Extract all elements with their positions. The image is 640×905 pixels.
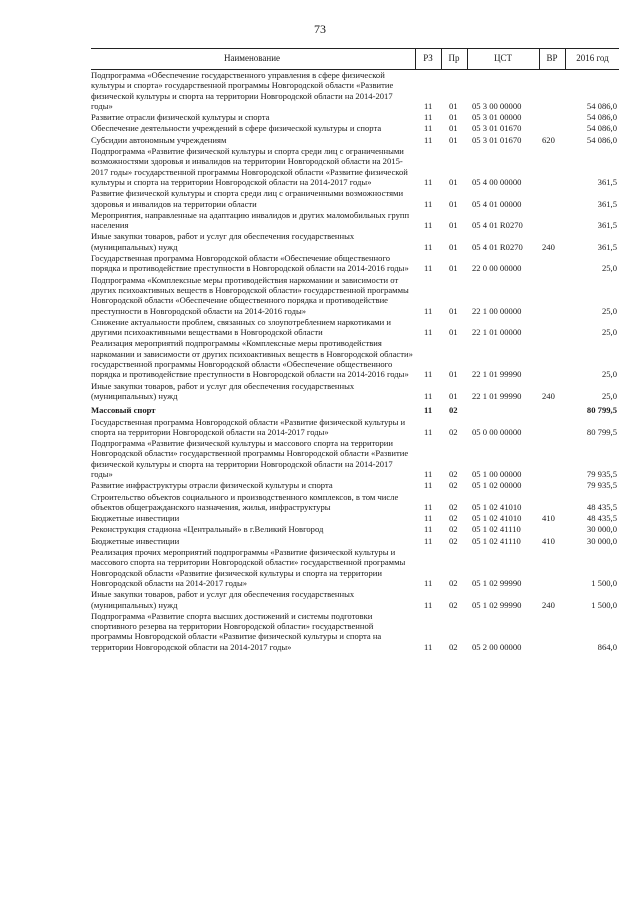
row-name: Государственная программа Новгородской области «Обеспечение общественного порядка и противодействие преступности в Новгородской области на 2014-2016 годы» bbox=[91, 253, 409, 274]
header-pr: Пр bbox=[448, 53, 460, 63]
row-rz: 11 bbox=[424, 468, 433, 479]
row-rz: 11 bbox=[424, 112, 433, 123]
row-amount: 48 435,5 bbox=[586, 513, 617, 524]
row-amount: 79 935,5 bbox=[586, 468, 617, 479]
row-amount: 361,5 bbox=[597, 176, 617, 187]
row-cst: 05 4 01 R0270 bbox=[472, 241, 523, 252]
table-row bbox=[91, 492, 619, 513]
row-rz: 11 bbox=[424, 220, 433, 231]
row-name: Обеспечение деятельности учреждений в сфере физической культуры и спорта bbox=[91, 123, 382, 134]
row-name: Снижение актуальности проблем, связанных со злоупотреблением наркотиками и другими психоактивными веществами в Новгородской области bbox=[91, 316, 391, 338]
row-cst: 05 1 02 99990 bbox=[472, 599, 522, 610]
row-rz: 11 bbox=[424, 426, 433, 437]
row-pr: 01 bbox=[449, 176, 458, 187]
row-rz: 11 bbox=[424, 100, 433, 111]
row-cst: 05 2 00 00000 bbox=[472, 641, 522, 652]
table-row bbox=[91, 547, 619, 588]
row-amount: 48 435,5 bbox=[586, 501, 617, 512]
row-pr: 01 bbox=[449, 369, 458, 380]
row-rz: 11 bbox=[424, 123, 433, 134]
row-pr: 01 bbox=[449, 241, 458, 252]
row-rz: 11 bbox=[424, 134, 433, 145]
table-row bbox=[91, 417, 619, 438]
row-amount: 54 086,0 bbox=[586, 123, 617, 134]
row-amount: 25,0 bbox=[601, 305, 617, 316]
row-cst: 05 0 00 00000 bbox=[472, 426, 522, 437]
table-row bbox=[91, 438, 619, 479]
row-amount: 80 799,5 bbox=[586, 426, 617, 437]
table-row bbox=[91, 210, 619, 231]
row-rz: 11 bbox=[424, 263, 433, 274]
table-row bbox=[91, 513, 619, 523]
row-vr: 620 bbox=[542, 134, 555, 145]
row-cst: 05 3 01 01670 bbox=[472, 134, 522, 145]
row-rz: 11 bbox=[424, 241, 433, 252]
row-pr: 02 bbox=[449, 524, 458, 535]
row-pr: 01 bbox=[449, 123, 458, 134]
row-amount: 25,0 bbox=[601, 369, 617, 380]
row-amount: 80 799,5 bbox=[586, 405, 617, 416]
row-rz: 11 bbox=[424, 641, 433, 652]
row-rz: 11 bbox=[424, 327, 433, 338]
row-amount: 30 000,0 bbox=[586, 524, 617, 535]
row-rz: 11 bbox=[424, 535, 433, 546]
row-cst: 05 3 01 00000 bbox=[472, 112, 522, 123]
row-pr: 01 bbox=[449, 100, 458, 111]
header-vr: ВР bbox=[546, 53, 558, 63]
row-name: Бюджетные инвестиции bbox=[91, 513, 180, 524]
row-cst: 22 1 01 99990 bbox=[472, 369, 522, 380]
row-amount: 79 935,5 bbox=[586, 480, 617, 491]
table-row bbox=[91, 253, 619, 274]
row-amount: 25,0 bbox=[601, 390, 617, 401]
row-amount: 54 086,0 bbox=[586, 112, 617, 123]
row-cst: 05 1 00 00000 bbox=[472, 468, 522, 479]
row-amount: 361,5 bbox=[597, 198, 617, 209]
row-name: Иные закупки товаров, работ и услуг для обеспечения государственных (муниципальных) нужд bbox=[91, 380, 355, 401]
row-vr: 240 bbox=[542, 599, 555, 610]
row-name: Реализация мероприятий подпрограммы «Комплексные меры противодействия наркомании и зависимости от других психоактивных веществ в Новгородской области» государственной программы Новгородской области «Обеспечение общественного порядка и противодействие преступности в Новгородской области на 2014-2016 годы» bbox=[91, 338, 413, 380]
row-rz: 11 bbox=[424, 480, 433, 491]
row-cst: 05 4 01 R0270 bbox=[472, 220, 523, 231]
row-name: Субсидии автономным учреждениям bbox=[91, 134, 227, 145]
row-rz: 11 bbox=[424, 599, 433, 610]
row-pr: 01 bbox=[449, 263, 458, 274]
row-rz: 11 bbox=[424, 405, 433, 416]
row-pr: 02 bbox=[449, 405, 458, 416]
table-row bbox=[91, 135, 619, 145]
row-amount: 25,0 bbox=[601, 263, 617, 274]
row-rz: 11 bbox=[424, 390, 433, 401]
table-row bbox=[91, 480, 619, 490]
row-name: Развитие отрасли физической культуры и спорта bbox=[91, 112, 270, 123]
row-pr: 01 bbox=[449, 112, 458, 123]
table-header bbox=[91, 48, 619, 70]
table-row bbox=[91, 611, 619, 652]
row-vr: 410 bbox=[542, 513, 555, 524]
row-amount: 864,0 bbox=[597, 641, 617, 652]
row-vr: 240 bbox=[542, 390, 555, 401]
table-row bbox=[91, 381, 619, 402]
row-cst: 05 1 02 41110 bbox=[472, 535, 521, 546]
row-rz: 11 bbox=[424, 524, 433, 535]
row-pr: 02 bbox=[449, 599, 458, 610]
row-pr: 02 bbox=[449, 535, 458, 546]
row-name: Подпрограмма «Развитие спорта высших достижений и системы подготовки спортивного резерва на территории Новгородской области» государственной программы Новгородской области «Развитие физической культуры и спорта на территории Новгородской области на 2014-2017 годы» bbox=[91, 610, 382, 652]
header-cst: ЦСТ bbox=[494, 53, 512, 63]
row-name: Развитие инфраструктуры отрасли физической культуры и спорта bbox=[91, 480, 333, 491]
row-name: Подпрограмма «Развитие физической культуры и массового спорта на территории Новгородской области» государственной программы Новгородской области «Развитие физической культуры и спорта на территории Новгородской области на 2014-2017 годы» bbox=[91, 438, 409, 479]
row-rz: 11 bbox=[424, 513, 433, 524]
row-amount: 30 000,0 bbox=[586, 535, 617, 546]
row-name: Подпрограмма «Обеспечение государственного управления в сфере физической культуры и спорта» государственной программы Новгородской области «Развитие физической культуры и спорта на территории Новгородской области на 2014-2017 годы» bbox=[91, 70, 394, 111]
row-vr: 240 bbox=[542, 241, 555, 252]
row-amount: 361,5 bbox=[597, 241, 617, 252]
row-cst: 05 1 02 00000 bbox=[472, 480, 522, 491]
row-cst: 05 1 02 41010 bbox=[472, 501, 522, 512]
row-pr: 02 bbox=[449, 426, 458, 437]
row-cst: 05 1 02 41110 bbox=[472, 524, 521, 535]
row-rz: 11 bbox=[424, 501, 433, 512]
row-amount: 1 500,0 bbox=[591, 599, 617, 610]
row-name: Иные закупки товаров, работ и услуг для обеспечения государственных (муниципальных) нужд bbox=[91, 231, 355, 252]
row-name: Подпрограмма «Развитие физической культуры и спорта среди лиц с ограниченными возможностями здоровья и инвалидов на территории Новгородской области на 2015-2017 годы» государственной программы Новгородской области «Развитие физической культуры и спорта на территории Новгородской области на 2014-2017 годы» bbox=[91, 146, 408, 187]
page-number: 73 bbox=[314, 22, 326, 36]
row-rz: 11 bbox=[424, 305, 433, 316]
row-cst: 22 1 01 00000 bbox=[472, 327, 522, 338]
row-cst: 05 4 01 00000 bbox=[472, 198, 522, 209]
table-row bbox=[91, 536, 619, 546]
row-cst: 05 3 00 00000 bbox=[472, 100, 522, 111]
row-amount: 54 086,0 bbox=[586, 100, 617, 111]
row-name: Государственная программа Новгородской области «Развитие физической культуры и спорта на территории Новгородской области на 2014-2017 годы» bbox=[91, 416, 406, 437]
row-amount: 1 500,0 bbox=[591, 577, 617, 588]
row-amount: 54 086,0 bbox=[586, 134, 617, 145]
row-name: Реализация прочих мероприятий подпрограммы «Развитие физической культуры и массового спорта на территории Новгородской области» государственной программы Новгородской области «Развитие физической культуры и спорта на территории Новгородской области на 2014-2017 годы» bbox=[91, 547, 406, 588]
row-cst: 22 1 01 99990 bbox=[472, 390, 522, 401]
table-row bbox=[91, 146, 619, 187]
table-row bbox=[91, 317, 619, 338]
row-name: Подпрограмма «Комплексные меры противодействия наркомании и зависимости от других психоактивных веществ в Новгородской области» государственной программы Новгородской области «Обеспечение общественного порядка и противодействие преступности в Новгородской области на 2014-2016 годы» bbox=[91, 274, 409, 316]
row-cst: 22 0 00 00000 bbox=[472, 263, 522, 274]
row-pr: 01 bbox=[449, 390, 458, 401]
row-rz: 11 bbox=[424, 198, 433, 209]
row-pr: 01 bbox=[449, 134, 458, 145]
header-name: Наименование bbox=[223, 53, 281, 63]
row-pr: 02 bbox=[449, 468, 458, 479]
row-vr: 410 bbox=[542, 535, 555, 546]
row-amount: 25,0 bbox=[601, 327, 617, 338]
row-pr: 01 bbox=[449, 327, 458, 338]
row-name: Иные закупки товаров, работ и услуг для обеспечения государственных (муниципальных) нужд bbox=[91, 589, 355, 610]
table-row bbox=[91, 112, 619, 122]
row-rz: 11 bbox=[424, 176, 433, 187]
row-pr: 02 bbox=[449, 577, 458, 588]
row-name: Массовый спорт bbox=[91, 405, 156, 416]
row-rz: 11 bbox=[424, 369, 433, 380]
row-amount: 361,5 bbox=[597, 220, 617, 231]
row-cst: 05 1 02 41010 bbox=[472, 513, 522, 524]
row-pr: 01 bbox=[449, 305, 458, 316]
table-row bbox=[91, 70, 619, 111]
row-pr: 02 bbox=[449, 513, 458, 524]
row-name: Мероприятия, направленные на адаптацию инвалидов и других маломобильных групп населения bbox=[91, 209, 410, 231]
row-pr: 01 bbox=[449, 220, 458, 231]
row-pr: 02 bbox=[449, 641, 458, 652]
table-row bbox=[91, 524, 619, 534]
table-row bbox=[91, 338, 619, 379]
row-name: Реконструкция стадиона «Центральный» в г.Великий Новгород bbox=[91, 524, 324, 535]
table-row bbox=[91, 275, 619, 316]
table-row bbox=[91, 405, 619, 415]
row-cst: 05 4 00 00000 bbox=[472, 176, 522, 187]
row-rz: 11 bbox=[424, 577, 433, 588]
row-name: Строительство объектов социального и производственного комплексов, в том числе объектов общегражданского назначения, жилья, инфраструктуры bbox=[91, 491, 399, 512]
row-pr: 01 bbox=[449, 198, 458, 209]
row-pr: 02 bbox=[449, 480, 458, 491]
row-cst: 22 1 00 00000 bbox=[472, 305, 522, 316]
header-rz: РЗ bbox=[423, 53, 433, 63]
row-name: Бюджетные инвестиции bbox=[91, 535, 180, 546]
row-name: Развитие физической культуры и спорта среди лиц с ограниченными возможностями здоровья и инвалидов на территории области bbox=[91, 188, 404, 209]
table-row bbox=[91, 231, 619, 252]
row-cst: 05 1 02 99990 bbox=[472, 577, 522, 588]
row-pr: 02 bbox=[449, 501, 458, 512]
row-cst: 05 3 01 01670 bbox=[472, 123, 522, 134]
table-row bbox=[91, 589, 619, 610]
table-row bbox=[91, 123, 619, 133]
header-year: 2016 год bbox=[576, 53, 609, 63]
budget-table-body bbox=[91, 70, 619, 653]
table-row bbox=[91, 188, 619, 209]
